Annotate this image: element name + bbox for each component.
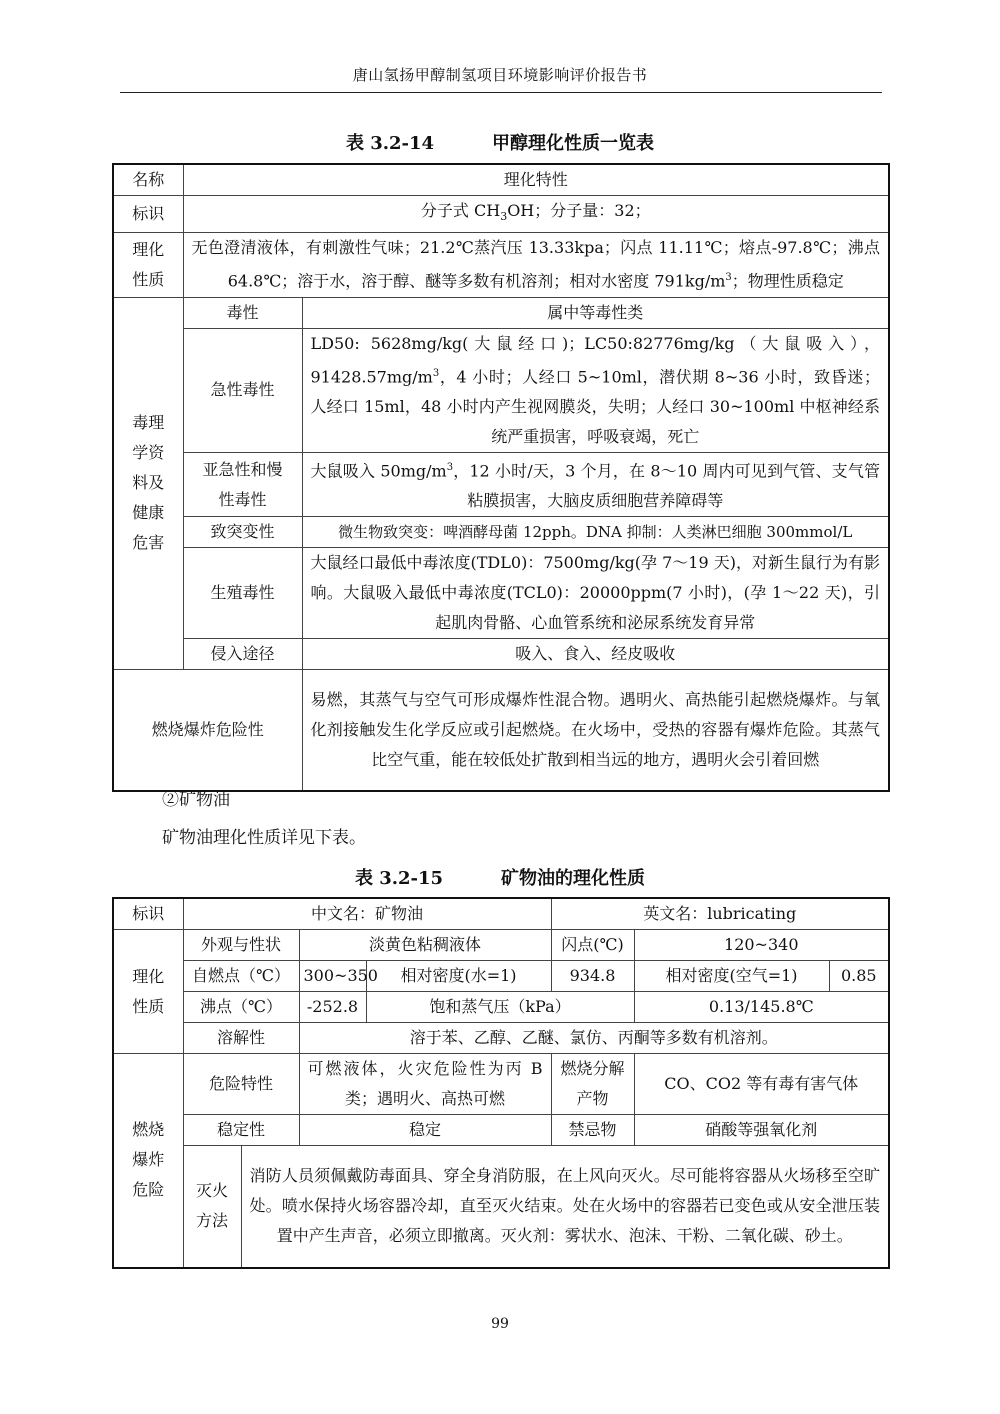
reproductive-toxicity-label: 生殖毒性	[183, 548, 302, 639]
intro-paragraph: 矿物油理化性质详见下表。	[162, 828, 366, 848]
hazard-label: 危险特性	[183, 1054, 299, 1115]
acute-toxicity-label: 急性毒性	[183, 328, 302, 452]
solubility-value: 溶于苯、乙醇、乙醚、氯仿、丙酮等多数有机溶剂。	[299, 1023, 889, 1054]
table-row	[113, 1146, 889, 1268]
flash-point-label: 闪点(℃)	[551, 930, 634, 961]
document-header-title: 唐山氢扬甲醇制氢项目环境影响评价报告书	[352, 66, 648, 84]
table-row	[113, 196, 889, 233]
relative-density-air-label: 相对密度(空气=1)	[634, 961, 829, 992]
vapor-pressure-label: 饱和蒸气压（kPa）	[366, 992, 634, 1023]
flash-point-value: 120~340	[634, 930, 889, 961]
boiling-point-value: -252.8	[299, 992, 366, 1023]
decomposition-products-label: 燃烧分解产物	[551, 1054, 634, 1115]
table1-caption-number: 表 3.2-14	[345, 133, 435, 154]
table2-caption-number: 表 3.2-15	[354, 868, 444, 889]
table-row	[113, 1054, 889, 1115]
section-heading: ②矿物油	[162, 790, 230, 810]
chinese-name-cell: 中文名：矿物油	[183, 898, 551, 930]
table-row	[113, 1023, 889, 1054]
physical-chemical-value: 无色澄清液体，有刺激性气味；21.2℃蒸汽压 13.33kpa；闪点 11.11℃；熔点-97.8℃；沸点64.8℃；溶于水，溶于醇、醚等多数有机溶剂；相对水密度 $791kg/m^3$；物理性质稳定	[183, 233, 889, 297]
table-row	[113, 452, 889, 516]
extinguishing-method-value: 消防人员须佩戴防毒面具、穿全身消防服，在上风向灭火。尽可能将容器从火场移至空旷处。喷水保持火场容器冷却，直至灭火结束。处在火场中的容器若已变色或从安全泄压装置中产生声音，必须立即撤离。灭火剂：雾状水、泡沫、干粉、二氧化碳、砂土。	[241, 1146, 889, 1268]
methanol-properties-table	[112, 163, 890, 792]
relative-density-air-value: 0.85	[829, 961, 889, 992]
subacute-toxicity-value: 大鼠吸入 $50mg/m^3$，12 小时/天，3 个月，在 8～10 周内可见到气管、支气管粘膜损害，大脑皮质细胞营养障碍等	[302, 452, 889, 516]
mutagenicity-label: 致突变性	[183, 517, 302, 548]
appearance-label: 外观与性状	[183, 930, 299, 961]
table-row	[113, 992, 889, 1023]
table-row	[113, 1115, 889, 1146]
vapor-pressure-value: 0.13/145.8℃	[634, 992, 889, 1023]
acute-toxicity-value: LD50: 5628mg/kg(大鼠经口)；LC50:82776mg/kg（大鼠吸入），$91428.57mg/m^3$，4 小时；人经口 5~10ml，潜伏期 8~36 小时，致昏迷；人经口 15ml，48 小时内产生视网膜炎，失明；人经口 30~100ml 中枢神经系统严重损害，呼吸衰竭，死亡	[302, 328, 889, 452]
identification-label: 标识	[113, 898, 183, 930]
table-row	[113, 328, 889, 452]
header-property-cell: 理化特性	[183, 164, 889, 196]
incompatible-materials-label: 禁忌物	[551, 1115, 634, 1146]
table-row	[113, 233, 889, 297]
incompatible-materials-value: 硝酸等强氧化剂	[634, 1115, 889, 1146]
english-name-cell: 英文名：lubricating	[551, 898, 889, 930]
mineral-oil-properties-table	[112, 897, 890, 1269]
fire-explosion-value: 易燃，其蒸气与空气可形成爆炸性混合物。遇明火、高热能引起燃烧爆炸。与氧化剂接触发生化学反应或引起燃烧。在火场中，受热的容器有爆炸危险。其蒸气比空气重，能在较低处扩散到相当远的地方，遇明火会引着回燃	[302, 670, 889, 791]
page-number: 99	[491, 1316, 509, 1332]
table-row	[113, 670, 889, 791]
physical-chemical-label: 理化性质	[113, 930, 183, 1054]
autoignition-value: 300~350	[299, 961, 366, 992]
identification-label: 标识	[113, 196, 183, 233]
table-row	[113, 639, 889, 670]
fire-explosion-label: 燃烧爆炸危险性	[113, 670, 302, 791]
table-row	[113, 297, 889, 328]
table1-caption	[112, 132, 888, 156]
hazard-value: 可燃液体，火灾危险性为丙 B 类；遇明火、高热可燃	[299, 1054, 551, 1115]
relative-density-water-label: 相对密度(水=1)	[366, 961, 551, 992]
stability-label: 稳定性	[183, 1115, 299, 1146]
relative-density-water-value: 934.8	[551, 961, 634, 992]
mutagenicity-value: 微生物致突变：啤酒酵母菌 12pph。DNA 抑制：人类淋巴细胞 300mmol/L	[302, 517, 889, 548]
fire-explosion-group-label: 燃烧爆炸危险	[113, 1054, 183, 1268]
header-name-cell: 名称	[113, 164, 183, 196]
subacute-toxicity-label: 亚急性和慢性毒性	[183, 452, 302, 516]
entry-route-value: 吸入、食入、经皮吸收	[302, 639, 889, 670]
table1-caption-title: 甲醇理化性质一览表	[492, 133, 655, 154]
autoignition-label: 自燃点（℃）	[183, 961, 299, 992]
extinguishing-method-label: 灭火方法	[183, 1146, 241, 1268]
table-row	[113, 548, 889, 639]
solubility-label: 溶解性	[183, 1023, 299, 1054]
entry-route-label: 侵入途径	[183, 639, 302, 670]
identification-value: 分子式 $CH_3OH$；分子量：32；	[183, 196, 889, 233]
header-rule	[120, 92, 882, 93]
appearance-value: 淡黄色粘稠液体	[299, 930, 551, 961]
table-row	[113, 930, 889, 961]
boiling-point-label: 沸点（℃）	[183, 992, 299, 1023]
table-row	[113, 517, 889, 548]
table2-caption-title: 矿物油的理化性质	[501, 868, 646, 889]
toxicology-group-label: 毒理学资料及健康危害	[113, 297, 183, 670]
table-row	[113, 164, 889, 196]
reproductive-toxicity-value: 大鼠经口最低中毒浓度(TDL0)：7500mg/kg(孕 7～19 天)，对新生鼠行为有影响。大鼠吸入最低中毒浓度(TCL0)：20000ppm(7 小时)，(孕 1～22 天)，引起肌肉骨骼、心血管系统和泌尿系统发育异常	[302, 548, 889, 639]
table2-caption	[112, 867, 888, 891]
decomposition-products-value: CO、CO2 等有毒有害气体	[634, 1054, 889, 1115]
stability-value: 稳定	[299, 1115, 551, 1146]
toxicity-value: 属中等毒性类	[302, 297, 889, 328]
table-row	[113, 898, 889, 930]
toxicity-label: 毒性	[183, 297, 302, 328]
physical-chemical-label: 理化性质	[113, 233, 183, 297]
table-row	[113, 961, 889, 992]
